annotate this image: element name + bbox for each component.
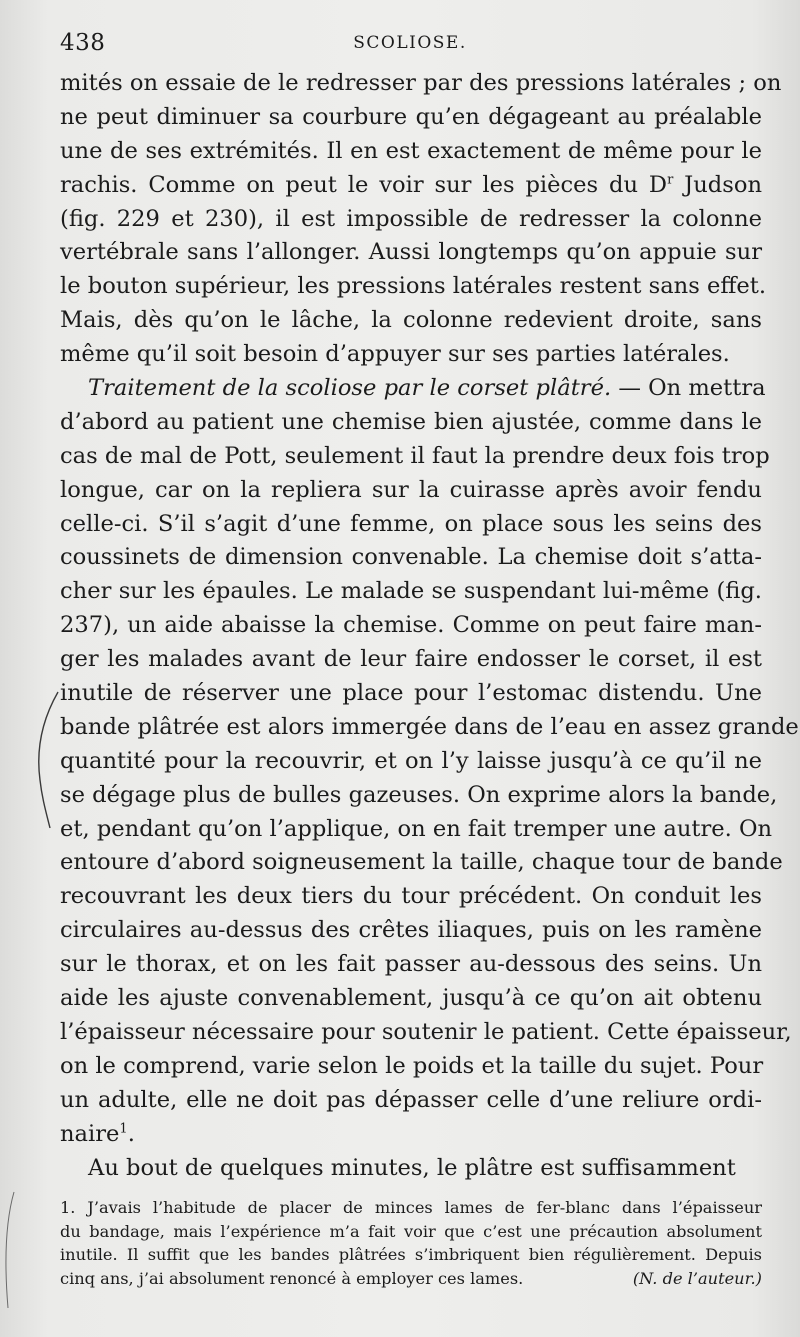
- text-line: vertébrale sans l’allonger. Aussi longtemps qu’on appuie sur: [60, 239, 762, 266]
- text-line: un adulte, elle ne doit pas dépasser celle d’une reliure ordi-: [60, 1086, 762, 1113]
- text-line: [60, 169, 762, 203]
- footnote: [60, 1196, 762, 1290]
- main-text: [60, 67, 799, 1185]
- text-fragment: rachis. Comme on peut le voir sur les pièces du D: [60, 171, 668, 198]
- section-heading-line: [60, 372, 766, 406]
- text-line: longue, car on la repliera sur la cuirasse après avoir fendu: [60, 476, 762, 503]
- text-fragment: Judson: [673, 171, 762, 198]
- text-line: ne peut diminuer sa courbure qu’en dégageant au préalable: [60, 103, 762, 130]
- text-line: sur le thorax, et on les fait passer au-dessous des seins. Un: [60, 951, 762, 978]
- text-line: quantité pour la recouvrir, et on l’y laisse jusqu’à ce qu’il ne: [60, 747, 762, 774]
- text-line: on le comprend, varie selon le poids et la taille du sujet. Pour: [60, 1052, 764, 1079]
- superscript: r: [667, 172, 674, 188]
- text-line: se dégage plus de bulles gazeuses. On exprime alors la bande,: [60, 781, 778, 808]
- running-title: SCOLIOSE.: [353, 33, 467, 53]
- text-line: cher sur les épaules. Le malade se suspendant lui-même (fig.: [60, 578, 762, 605]
- text-line: une de ses extrémités. Il en est exactement de même pour le: [60, 137, 762, 164]
- text-line: ger les malades avant de leur faire endosser le corset, il est: [60, 646, 762, 673]
- text-line: bande plâtrée est alors immergée dans de l’eau en assez grande: [60, 713, 799, 740]
- text-line: inutile de réserver une place pour l’estomac distendu. Une: [60, 680, 762, 707]
- text-line: Au bout de quelques minutes, le plâtre est suffisamment: [88, 1154, 736, 1181]
- text-line: coussinets de dimension convenable. La chemise doit s’atta-: [60, 544, 762, 571]
- page-header: [60, 30, 760, 60]
- text-line: celle-ci. S’il s’agit d’une femme, on place sous les seins des: [60, 510, 762, 537]
- text-line: et, pendant qu’on l’applique, on en fait tremper une autre. On: [60, 815, 773, 842]
- text-line: mités on essaie de le redresser par des pressions latérales ; on: [60, 70, 782, 96]
- text-line: circulaires au-dessus des crêtes iliaques, puis on les ramène: [60, 917, 762, 944]
- footnote-line: inutile. Il suffit que les bandes plâtrées s’imbriquent bien régulièrement. Depuis: [60, 1245, 762, 1264]
- footnote-line: 1. J’avais l’habitude de placer de minces lames de fer-blanc dans l’épaisseur: [60, 1198, 762, 1217]
- text-line: 237), un aide abaisse la chemise. Comme on peut faire man-: [60, 612, 762, 639]
- margin-pencil-mark: [0, 1190, 20, 1310]
- footnote-line: du bandage, mais l’expérience m’a fait voir que c’est une précaution absolument: [60, 1221, 762, 1241]
- text-line: le bouton supérieur, les pressions latérales restent sans effet.: [60, 273, 767, 300]
- text-line: [60, 1118, 762, 1152]
- text-fragment: — On mettra: [611, 375, 766, 402]
- text-fragment: naire: [60, 1120, 120, 1147]
- section-title: Traitement de la scoliose par le corset plâtré.: [88, 375, 612, 402]
- footnote-line: [60, 1267, 762, 1291]
- text-line: aide les ajuste convenablement, jusqu’à ce qu’on ait obtenu: [60, 985, 762, 1012]
- text-line: même qu’il soit besoin d’appuyer sur ses parties latérales.: [60, 341, 730, 368]
- text-fragment: cinq ans, j’ai absolument renoncé à employer ces lames.: [60, 1268, 524, 1288]
- margin-pencil-mark: [28, 690, 68, 830]
- text-line: Mais, dès qu’on le lâche, la colonne redevient droite, sans: [60, 307, 762, 334]
- text-line: l’épaisseur nécessaire pour soutenir le patient. Cette épaisseur,: [60, 1018, 792, 1045]
- text-fragment: .: [127, 1120, 135, 1147]
- text-line: entoure d’abord soigneusement la taille, chaque tour de bande: [60, 849, 783, 876]
- text-line: d’abord au patient une chemise bien ajustée, comme dans le: [60, 408, 762, 435]
- text-line: cas de mal de Pott, seulement il faut la prendre deux fois trop: [60, 442, 770, 469]
- page-number: 438: [60, 30, 106, 56]
- author-note: (N. de l’auteur.): [632, 1268, 762, 1288]
- text-line: recouvrant les deux tiers du tour précédent. On conduit les: [60, 883, 762, 910]
- text-line: (fig. 229 et 230), il est impossible de redresser la colonne: [60, 205, 762, 232]
- footnote-reference[interactable]: 1: [119, 1121, 128, 1137]
